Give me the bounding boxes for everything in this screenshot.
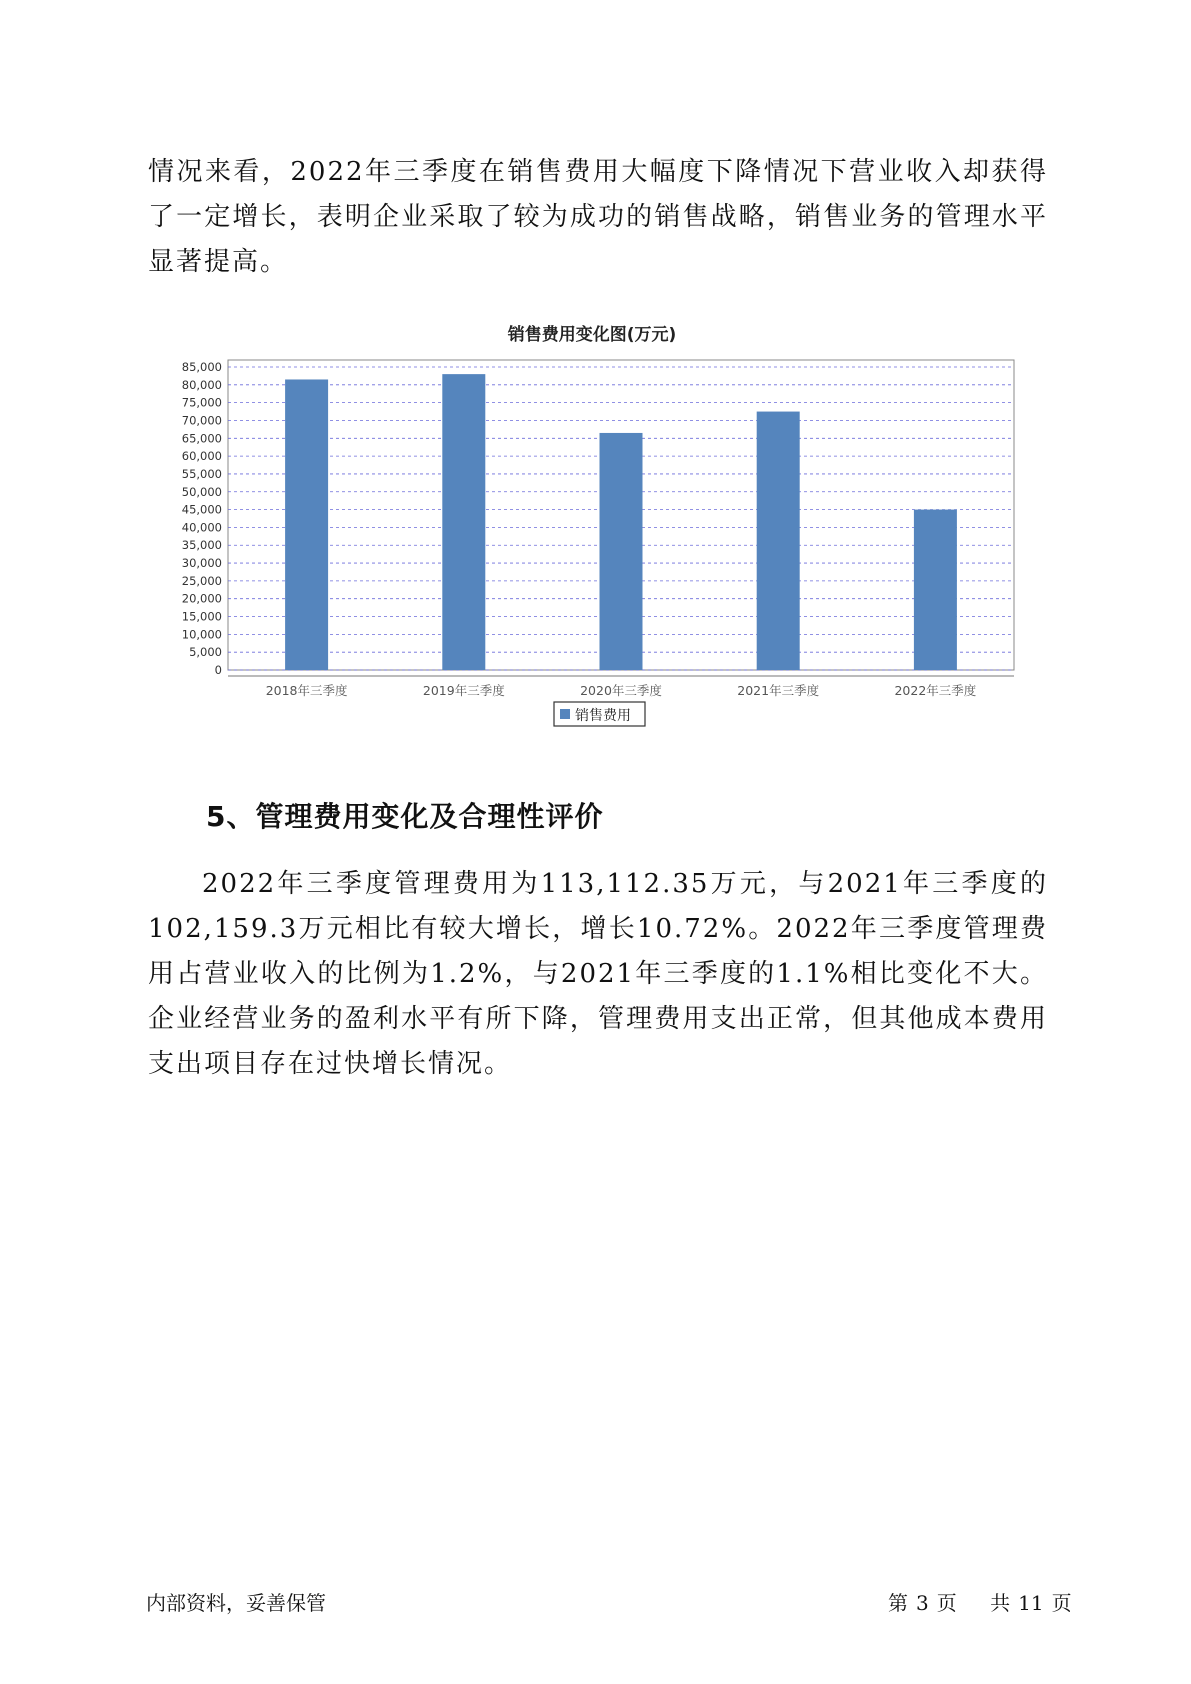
y-tick-label: 0 (214, 663, 222, 677)
bar (442, 374, 485, 670)
y-tick-label: 45,000 (181, 502, 222, 517)
y-tick-label: 30,000 (181, 556, 222, 571)
sales-expense-bar-chart (160, 310, 1030, 760)
bar (914, 510, 957, 670)
page-num: 3 (916, 1591, 929, 1615)
y-tick-label: 40,000 (181, 520, 222, 535)
y-tick-label: 60,000 (181, 449, 222, 464)
y-tick-label: 5,000 (189, 645, 222, 660)
chart-title: 销售费用变化图(万元) (507, 325, 677, 345)
paragraph-sales-summary: 情况来看，2022年三季度在销售费用大幅度下降情况下营业收入却获得了一定增长，表明企业采取了较为成功的销售战略，销售业务的管理水平显著提高。 (148, 157, 1048, 277)
legend-swatch (560, 709, 570, 719)
footer-confidential-note: 内部资料，妥善保管 (146, 1591, 326, 1615)
y-tick-label: 20,000 (181, 591, 222, 606)
y-tick-label: 80,000 (181, 377, 222, 392)
page-unit: 页 (936, 1591, 957, 1615)
y-axis-tick-labels (182, 360, 222, 677)
paragraph-admin-expense: 2022年三季度管理费用为113,112.35万元，与2021年三季度的102,159.3万元相比有较大增长，增长10.72%。2022年三季度管理费用占营业收入的比例为1.2%，与2021年三季度的1.1%相比变化不大。企业经营业务的盈利水平有所下降，管理费用支出正常，但其他成本费用支出项目存在过快增长情况。 (148, 869, 1048, 1079)
y-tick-label: 75,000 (181, 395, 222, 410)
y-tick-label: 35,000 (181, 538, 222, 553)
x-tick-label: 2022年三季度 (894, 683, 977, 698)
x-tick-label: 2020年三季度 (580, 683, 662, 698)
y-tick-label: 55,000 (181, 466, 222, 481)
x-axis-tick-labels (266, 683, 977, 698)
total-num: 11 (1018, 1591, 1044, 1615)
y-tick-label: 70,000 (181, 413, 222, 428)
section-heading: 5、管理费用变化及合理性评价 (206, 800, 604, 833)
bar (285, 379, 328, 670)
legend (554, 702, 645, 726)
legend-label: 销售费用 (575, 708, 631, 724)
y-tick-label: 15,000 (181, 609, 222, 624)
page-prefix: 第 (888, 1591, 908, 1615)
y-tick-label: 50,000 (181, 484, 222, 499)
bar (757, 412, 800, 670)
total-unit: 页 (1051, 1591, 1072, 1615)
y-tick-label: 65,000 (181, 431, 222, 446)
x-tick-label: 2021年三季度 (737, 683, 820, 698)
y-tick-label: 85,000 (181, 360, 222, 374)
x-tick-label: 2019年三季度 (422, 683, 505, 698)
y-tick-label: 25,000 (181, 573, 222, 588)
x-tick-label: 2018年三季度 (265, 683, 348, 698)
footer-page-number (884, 1587, 1076, 1616)
y-tick-label: 10,000 (181, 627, 222, 642)
total-prefix: 共 (990, 1591, 1011, 1615)
bar (600, 433, 643, 670)
